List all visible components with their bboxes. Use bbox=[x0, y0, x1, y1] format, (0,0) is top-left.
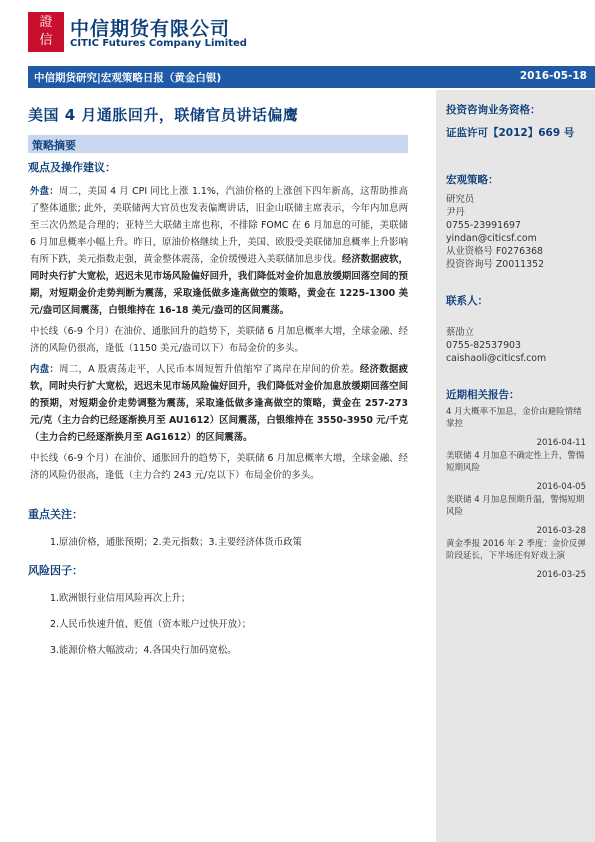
contact-phone: 0755-82537903 bbox=[446, 340, 521, 351]
strategy-summary-strip: 策略摘要 bbox=[28, 135, 408, 153]
report-item[interactable] bbox=[446, 494, 586, 536]
license-title: 投资咨询业务资格： bbox=[446, 104, 541, 116]
internal-market-paragraph bbox=[30, 361, 408, 446]
risk-item: 2.人民币快速升值、贬值（资本账户过快开放）； bbox=[50, 619, 252, 630]
external-bold-text: 经济数据疲软，同时央行扩大宽松，迟迟未见市场风险偏好回升，我们降低对金价加息放缓期回落空间的预期，对短期金价走势判断为震荡，采取逢低做多逢高做空的策略，黄金在 1225-1300 美元/盎司区间震荡，白银维持在 16-18 美元/盎司的区间震荡。 bbox=[30, 254, 408, 316]
report-item-date: 2016-03-25 bbox=[536, 570, 586, 580]
report-date: 2016-05-18 bbox=[519, 70, 587, 82]
company-name-cn: 中信期货有限公司 bbox=[70, 18, 231, 40]
analyst-block bbox=[446, 193, 586, 271]
license-number: 证监许可【2012】669 号 bbox=[446, 127, 575, 139]
analyst-name: 尹丹 bbox=[446, 207, 465, 218]
report-item-title: 黄金季报 2016 年 2 季度：金价反弹阶段延长，下半场还有好戏上演 bbox=[446, 539, 586, 561]
analyst-consulting-number: 投资咨询号 Z0011352 bbox=[446, 259, 545, 270]
report-item[interactable] bbox=[446, 538, 586, 580]
company-logo bbox=[28, 12, 64, 52]
viewpoint-heading: 观点及操作建议： bbox=[28, 161, 116, 174]
external-text: 周二，美国 4 月 CPI 同比上涨 1.1%，汽油价格的上涨创下四年新高，这帮助推高了整体通胀; 此外，美联储两大官员也发表偏鹰讲话，旧金山联储主席表示，今年内加息两至三次仍然是合理的；亚特兰大联储主席也称，不排除 FOMC 在 6 月加息的可能，美联储 6 月加息概率小幅上升。昨日，原油价格继续上升，美国、欧股受美联储加息概率上升影响有所下跌，美元指数走强，黄金整体震荡，金价缓慢进入美联储加息步伐。 bbox=[30, 186, 408, 265]
focus-heading: 重点关注： bbox=[28, 508, 83, 521]
main-content bbox=[28, 96, 428, 656]
logo-char-1: 證 bbox=[39, 15, 53, 30]
internal-bold-text: 经济数据疲软，同时央行扩大宽松，迟迟未见市场风险偏好回升，我们降低对金价加息放缓期回落空间的预期，对短期金价走势调整为震荡，采取逢低做多逢高做空的策略，黄金在 257-273 元/克（主力合约已经逐渐换月至 AU1612）区间震荡，白银维持在 3550-3950 元/千克（主力合约已经逐渐换月至 AG1612）的区间震荡。 bbox=[30, 364, 408, 443]
internal-text: 周二，A 股震荡走平，人民币本周短暂升值缩窄了离岸在岸间的价差。 bbox=[59, 364, 360, 375]
sidebar bbox=[446, 96, 586, 580]
analyst-email: yindan@citicsf.com bbox=[446, 233, 537, 244]
report-item[interactable] bbox=[446, 406, 586, 448]
analyst-qualification: 从业资格号 F0276368 bbox=[446, 246, 544, 257]
report-title: 美国 4 月通胀回升，联储官员讲话偏鹰 bbox=[28, 106, 299, 124]
report-item-title: 美联储 4 月加息不确定性上升，警惕短期风险 bbox=[446, 451, 585, 473]
external-label: 外盘： bbox=[30, 186, 59, 197]
internal-label: 内盘： bbox=[30, 364, 60, 375]
mid-term-paragraph-1: 中长线（6-9 个月）在油价、通胀回升的趋势下，美联储 6 月加息概率大增，全球金融、经济的风险仍很高，逢低（1150 美元/盎司以下）布局金价的多头。 bbox=[30, 326, 408, 354]
analyst-phone: 0755-23991697 bbox=[446, 220, 521, 231]
related-reports-title: 近期相关报告： bbox=[446, 389, 520, 401]
report-item-date: 2016-04-11 bbox=[536, 438, 586, 448]
contact-title: 联系人： bbox=[446, 295, 488, 307]
company-name-en: CITIC Futures Company Limited bbox=[70, 38, 247, 49]
report-item-date: 2016-03-28 bbox=[536, 526, 586, 536]
report-header-bar bbox=[28, 66, 595, 88]
report-item-title: 美联储 4 月加息预期升温，警惕短期风险 bbox=[446, 495, 585, 517]
report-item[interactable] bbox=[446, 450, 586, 492]
risk-heading: 风险因子： bbox=[28, 564, 83, 577]
external-market-paragraph bbox=[30, 183, 408, 319]
report-item-title: 4 月大概率不加息，金价由避险情绪掌控 bbox=[446, 407, 582, 429]
mid-term-paragraph-2: 中长线（6-9 个月）在油价、通胀回升的趋势下，美联储 6 月加息概率大增，全球金融、经济的风险仍很高，逢低（主力合约 243 元/克以下）布局金价的多头。 bbox=[30, 453, 408, 481]
contact-email: caishaoli@citicsf.com bbox=[446, 353, 547, 364]
logo-char-2: 信 bbox=[39, 33, 53, 48]
macro-strategy-title: 宏观策略： bbox=[446, 174, 499, 186]
risk-item: 3.能源价格大幅波动；4.各国央行加码宽松。 bbox=[50, 645, 237, 656]
related-reports-list bbox=[446, 406, 586, 580]
risk-item: 1.欧洲银行业信用风险再次上升； bbox=[50, 593, 191, 604]
report-type: 中信期货研究|宏观策略日报（黄金白银) bbox=[34, 72, 222, 84]
analyst-role: 研究员 bbox=[446, 194, 475, 205]
contact-name: 蔡劭立 bbox=[446, 327, 475, 338]
focus-item: 1.原油价格，通胀预期；2.美元指数；3.主要经济体货币政策 bbox=[50, 537, 302, 548]
contact-block bbox=[446, 326, 586, 365]
report-item-date: 2016-04-05 bbox=[536, 482, 586, 492]
